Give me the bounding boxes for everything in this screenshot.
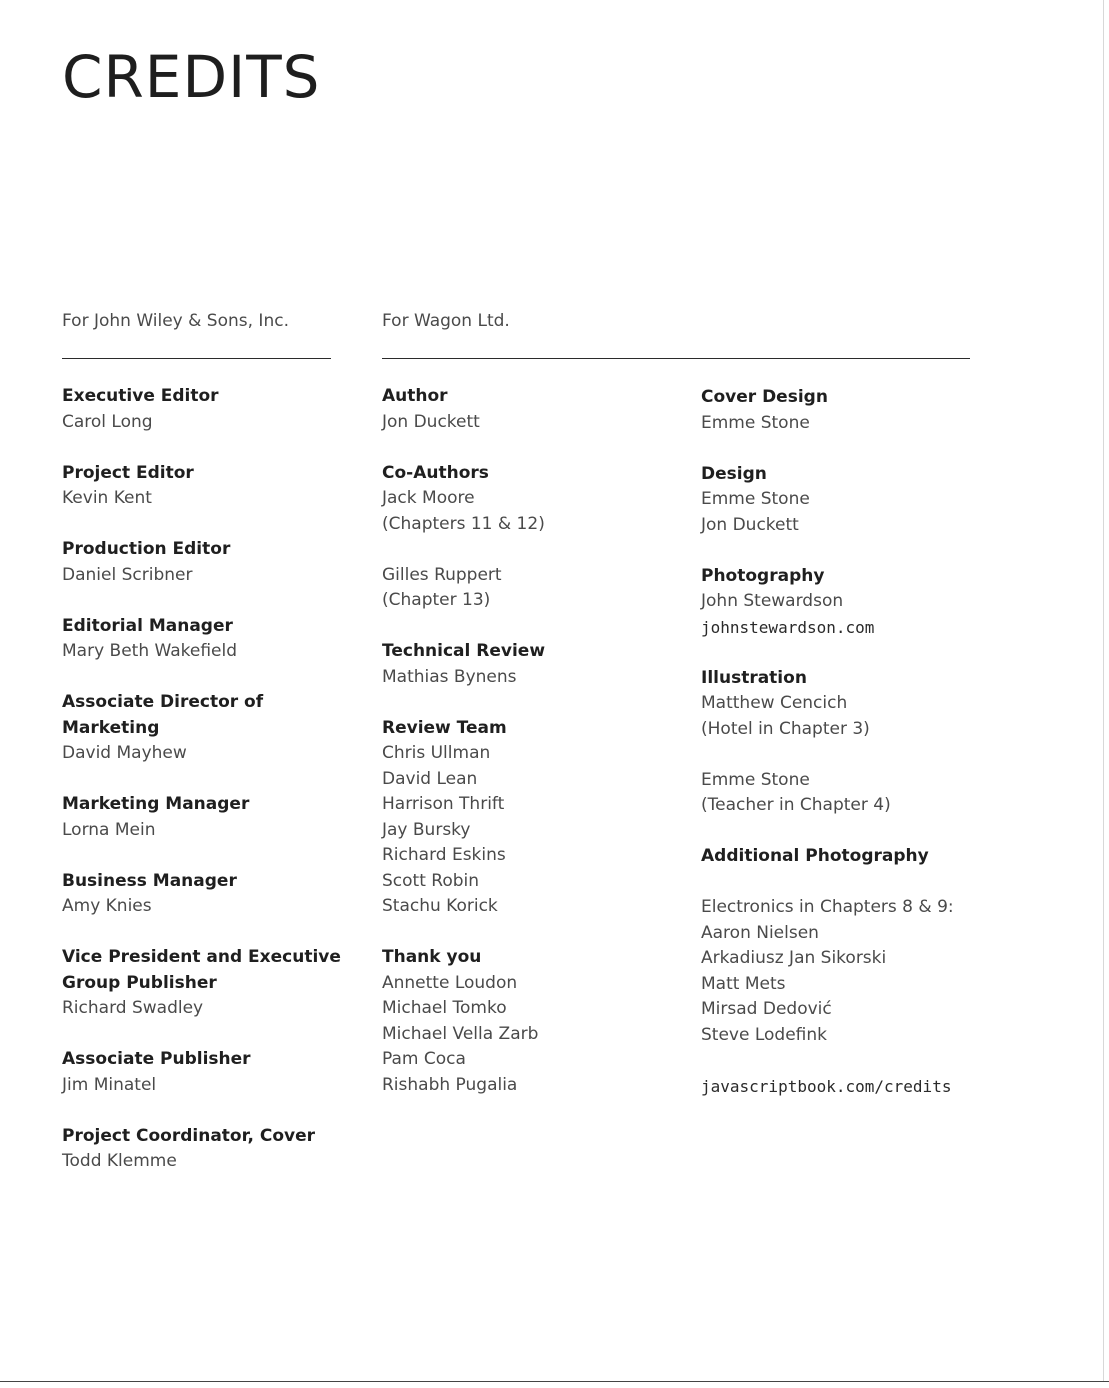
credit-role: Editorial Manager <box>62 615 233 636</box>
credit-entry <box>701 385 1001 436</box>
credit-role: Associate Publisher <box>62 1049 251 1069</box>
credit-name: Jack Moore (Chapters 11 & 12) <box>382 488 545 534</box>
credit-entry <box>62 461 362 512</box>
credit-role: Review Team <box>382 717 507 738</box>
credit-role: Project Editor <box>62 462 194 483</box>
credits-column-wagon <box>382 384 672 1124</box>
credit-entry <box>62 690 362 767</box>
credit-entry <box>382 461 672 538</box>
credit-role: Co-Authors <box>382 462 489 483</box>
credits-column-design <box>701 385 1001 1125</box>
credit-name: Emme Stone <box>701 412 810 433</box>
credit-name: Chris Ullman David Lean Harrison Thrift Jay Bursky Richard Eskins Scott Robin Stachu Korick <box>382 743 506 916</box>
credit-entry <box>62 614 362 665</box>
credit-entry <box>701 844 1001 870</box>
org-label-wiley: For John Wiley & Sons, Inc. <box>62 311 289 331</box>
credit-role: Technical Review <box>382 641 546 661</box>
credit-entry <box>701 768 1001 819</box>
credit-name: Daniel Scribner <box>62 564 193 585</box>
photographer-website-link[interactable]: johnstewardson.com <box>701 617 875 637</box>
divider-wagon <box>382 358 970 359</box>
credit-entry <box>382 639 672 690</box>
credit-role: Associate Director of Marketing <box>62 692 264 738</box>
credits-column-wiley <box>62 384 362 1200</box>
credit-entry <box>382 384 672 435</box>
page-edge <box>1103 0 1104 1381</box>
credit-name: Emme Stone Jon Duckett <box>701 489 810 535</box>
credit-entry <box>382 945 672 1098</box>
credit-entry <box>701 895 1001 1048</box>
credit-entry <box>62 384 362 435</box>
credit-name: Emme Stone (Teacher in Chapter 4) <box>701 769 891 815</box>
credit-role: Cover Design <box>701 387 828 407</box>
credit-role: Design <box>701 463 767 484</box>
credit-entry <box>62 1047 362 1098</box>
credit-name: Todd Klemme <box>62 1151 177 1171</box>
credit-role: Thank you <box>382 947 482 967</box>
credit-role: Illustration <box>701 667 807 688</box>
credit-name: Amy Knies <box>62 896 152 916</box>
credit-name: Electronics in Chapters 8 & 9: Aaron Nielsen Arkadiusz Jan Sikorski Matt Mets Mirsad Dedović Steve Lodefink <box>701 897 954 1045</box>
credit-role: Production Editor <box>62 539 231 559</box>
credit-name: Lorna Mein <box>62 819 156 840</box>
credit-entry <box>701 462 1001 539</box>
page-title: CREDITS <box>62 43 321 111</box>
credit-entry <box>701 666 1001 743</box>
credit-name: Matthew Cencich (Hotel in Chapter 3) <box>701 693 870 739</box>
credit-name: Carol Long <box>62 411 153 432</box>
credit-name: Kevin Kent <box>62 488 152 508</box>
credit-name: David Mayhew <box>62 743 187 763</box>
credit-entry <box>382 563 672 614</box>
credit-entry <box>701 564 1001 641</box>
credit-name: Mary Beth Wakefield <box>62 641 238 661</box>
credit-entry <box>62 869 362 920</box>
credit-role: Vice President and Executive Group Publisher <box>62 947 341 993</box>
credit-entry <box>62 945 362 1022</box>
credit-role: Executive Editor <box>62 386 219 406</box>
credit-name: Mathias Bynens <box>382 666 517 687</box>
divider-wiley <box>62 358 331 359</box>
credit-entry <box>62 792 362 843</box>
credit-role: Marketing Manager <box>62 794 250 814</box>
credit-entry <box>62 537 362 588</box>
credit-role: Photography <box>701 565 825 586</box>
credit-name: Jon Duckett <box>382 411 480 432</box>
credit-role: Project Coordinator, Cover <box>62 1125 316 1146</box>
page-bottom-border <box>0 1381 1109 1382</box>
credit-name: Richard Swadley <box>62 998 204 1018</box>
credit-role: Business Manager <box>62 870 237 891</box>
org-label-wagon: For Wagon Ltd. <box>382 311 510 331</box>
credit-entry <box>382 716 672 920</box>
credit-name: Gilles Ruppert (Chapter 13) <box>382 564 502 610</box>
credit-name: Jim Minatel <box>62 1074 157 1095</box>
credits-website-link[interactable]: javascriptbook.com/credits <box>701 1076 952 1096</box>
credit-name: John Stewardson <box>701 591 844 611</box>
credit-entry <box>701 1074 1001 1100</box>
credit-entry <box>62 1124 362 1175</box>
credit-role: Author <box>382 386 448 406</box>
credit-name: Annette Loudon Michael Tomko Michael Vella Zarb Pam Coca Rishabh Pugalia <box>382 972 539 1095</box>
credit-role: Additional Photography <box>701 846 929 866</box>
